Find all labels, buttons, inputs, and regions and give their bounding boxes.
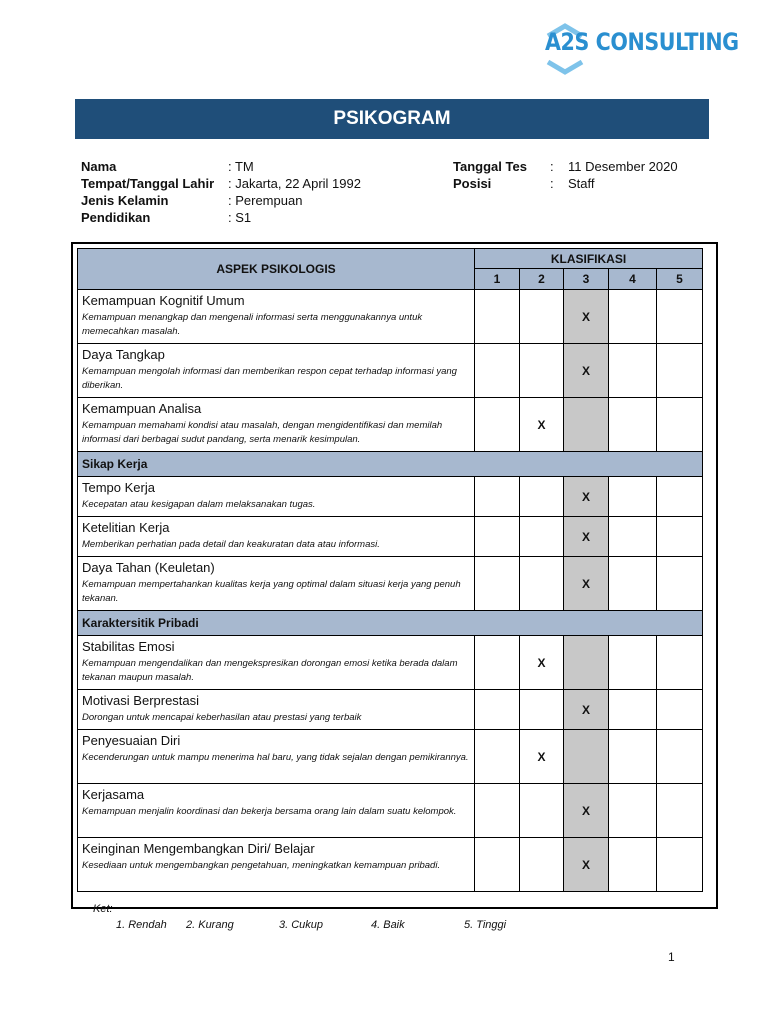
score-cell-5 [657, 636, 703, 690]
aspect-cell [78, 730, 475, 784]
table-row [78, 636, 703, 690]
level-1-header: 1 [475, 269, 520, 290]
aspect-description: Kesediaan untuk mengembangkan pengetahuan, meningkatkan kemampuan pribadi. [82, 860, 441, 871]
logo-text: A2S CONSULTING [545, 28, 739, 56]
aspect-description: Kecepatan atau kesigapan dalam melaksanakan tugas. [82, 499, 316, 510]
legend-item: 1. Rendah [116, 919, 167, 931]
score-cell-2 [520, 557, 564, 611]
table-row [78, 784, 703, 838]
score-cell-5 [657, 838, 703, 892]
legend-item: 5. Tinggi [464, 919, 507, 931]
table-row [78, 690, 703, 730]
score-cell-4 [609, 838, 657, 892]
score-cell-3: X [564, 557, 609, 611]
classification-header: KLASIFIKASI [475, 249, 703, 269]
personal-info-left [81, 158, 361, 226]
score-cell-5 [657, 398, 703, 452]
aspect-cell [78, 477, 475, 517]
score-cell-3: X [564, 477, 609, 517]
score-cell-2: X [520, 730, 564, 784]
section-row [78, 452, 703, 477]
aspect-title: Penyesuaian Diri [82, 733, 181, 748]
score-cell-1 [475, 477, 520, 517]
level-5-header: 5 [657, 269, 703, 290]
value-nama: : TM [228, 159, 254, 174]
score-cell-2 [520, 784, 564, 838]
psychogram-table [77, 248, 703, 892]
aspect-cell [78, 344, 475, 398]
score-cell-5 [657, 290, 703, 344]
aspect-description: Memberikan perhatian pada detail dan keakuratan data atau informasi. [82, 539, 380, 550]
aspect-title: Daya Tahan (Keuletan) [82, 560, 215, 575]
score-cell-2 [520, 290, 564, 344]
score-cell-1 [475, 398, 520, 452]
aspect-cell [78, 784, 475, 838]
aspect-description: Kemampuan menjalin koordinasi dan bekerja bersama orang lain dalam suatu kelompok. [82, 806, 457, 817]
score-cell-2: X [520, 636, 564, 690]
value-test-date: 11 Desember 2020 [568, 159, 678, 174]
score-cell-5 [657, 557, 703, 611]
score-cell-1 [475, 838, 520, 892]
score-cell-5 [657, 730, 703, 784]
value-gender: : Perempuan [228, 193, 303, 208]
score-cell-3 [564, 398, 609, 452]
score-cell-4 [609, 636, 657, 690]
aspect-cell [78, 636, 475, 690]
score-cell-5 [657, 477, 703, 517]
table-row [78, 290, 703, 344]
score-cell-1 [475, 557, 520, 611]
score-cell-2: X [520, 398, 564, 452]
score-cell-5 [657, 690, 703, 730]
aspect-cell [78, 838, 475, 892]
score-cell-5 [657, 784, 703, 838]
table-row [78, 730, 703, 784]
score-cell-4 [609, 290, 657, 344]
score-cell-3 [564, 636, 609, 690]
aspect-description: Kemampuan memahami kondisi atau masalah, dengan mengidentifikasi dan memilah informasi dari berbagai sudut pandang, serta menarik kesimpulan. [82, 420, 443, 445]
sep-test-date: : [550, 159, 554, 174]
psychogram-table-frame [71, 242, 718, 909]
value-birth: : Jakarta, 22 April 1992 [228, 176, 361, 191]
score-cell-3: X [564, 690, 609, 730]
score-cell-2 [520, 477, 564, 517]
personal-info-right [453, 158, 678, 192]
aspect-title: Kemampuan Kognitif Umum [82, 293, 245, 308]
aspect-description: Kemampuan mempertahankan kualitas kerja yang optimal dalam situasi kerja yang penuh tekanan. [82, 579, 461, 604]
label-position: Posisi [453, 176, 492, 191]
aspect-header: ASPEK PSIKOLOGIS [78, 249, 475, 290]
aspect-cell [78, 557, 475, 611]
table-row [78, 344, 703, 398]
aspect-description: Kemampuan mengolah informasi dan memberikan respon cepat terhadap informasi yang diberikan. [82, 366, 457, 391]
aspect-title: Tempo Kerja [82, 480, 155, 495]
legend-item: 3. Cukup [279, 919, 324, 931]
table-row [78, 838, 703, 892]
aspect-title: Stabilitas Emosi [82, 639, 175, 654]
aspect-title: Keinginan Mengembangkan Diri/ Belajar [82, 841, 315, 856]
page-number: 1 [668, 950, 675, 964]
aspect-title: Kerjasama [82, 787, 145, 802]
score-cell-1 [475, 784, 520, 838]
company-logo [545, 22, 739, 76]
label-birth: Tempat/Tanggal Lahir [81, 176, 215, 191]
score-cell-2 [520, 690, 564, 730]
section-title: Karaktersitik Pribadi [78, 611, 703, 636]
aspect-description: Kemampuan menangkap dan mengenali informasi serta menggunakannya untuk memecahkan masalah. [82, 312, 423, 337]
level-2-header: 2 [520, 269, 564, 290]
aspect-title: Motivasi Berprestasi [82, 693, 200, 708]
legend-item: 2. Kurang [186, 919, 234, 931]
score-cell-4 [609, 517, 657, 557]
table-row [78, 517, 703, 557]
score-cell-4 [609, 690, 657, 730]
table-row [78, 398, 703, 452]
legend-title: Ket: [93, 903, 113, 915]
score-cell-4 [609, 784, 657, 838]
legend-item: 4. Baik [371, 919, 405, 931]
value-education: : S1 [228, 210, 252, 225]
score-cell-2 [520, 838, 564, 892]
aspect-cell [78, 290, 475, 344]
score-cell-5 [657, 517, 703, 557]
score-cell-3: X [564, 838, 609, 892]
score-cell-3 [564, 730, 609, 784]
aspect-title: Daya Tangkap [82, 347, 165, 362]
score-cell-1 [475, 344, 520, 398]
section-title: Sikap Kerja [78, 452, 703, 477]
label-nama: Nama [81, 159, 117, 174]
aspect-description: Kemampuan mengendalikan dan mengekspresikan dorongan emosi ketika berada dalam tekanan maupun masalah. [82, 658, 458, 683]
score-cell-3: X [564, 784, 609, 838]
table-row [78, 557, 703, 611]
score-cell-4 [609, 730, 657, 784]
aspect-title: Ketelitian Kerja [82, 520, 170, 535]
value-position: Staff [568, 176, 595, 191]
aspect-cell [78, 517, 475, 557]
aspect-description: Kecenderungan untuk mampu menerima hal baru, yang tidak sejalan dengan pemikirannya. [82, 752, 469, 763]
aspect-cell [78, 690, 475, 730]
label-education: Pendidikan [81, 210, 151, 225]
sep-position: : [550, 176, 554, 191]
score-cell-3: X [564, 517, 609, 557]
aspect-cell [78, 398, 475, 452]
score-cell-3: X [564, 290, 609, 344]
score-cell-1 [475, 690, 520, 730]
score-cell-4 [609, 398, 657, 452]
score-cell-4 [609, 477, 657, 517]
score-cell-3: X [564, 344, 609, 398]
page-title: PSIKOGRAM [75, 99, 709, 139]
aspect-description: Dorongan untuk mencapai keberhasilan atau prestasi yang terbaik [82, 712, 362, 723]
table-row [78, 477, 703, 517]
score-cell-1 [475, 730, 520, 784]
label-test-date: Tanggal Tes [453, 159, 527, 174]
score-cell-1 [475, 290, 520, 344]
score-cell-4 [609, 344, 657, 398]
score-cell-2 [520, 344, 564, 398]
aspect-title: Kemampuan Analisa [82, 401, 202, 416]
score-cell-2 [520, 517, 564, 557]
section-row [78, 611, 703, 636]
score-cell-1 [475, 517, 520, 557]
label-gender: Jenis Kelamin [81, 193, 169, 208]
score-cell-5 [657, 344, 703, 398]
level-4-header: 4 [609, 269, 657, 290]
score-cell-1 [475, 636, 520, 690]
level-3-header: 3 [564, 269, 609, 290]
score-cell-4 [609, 557, 657, 611]
